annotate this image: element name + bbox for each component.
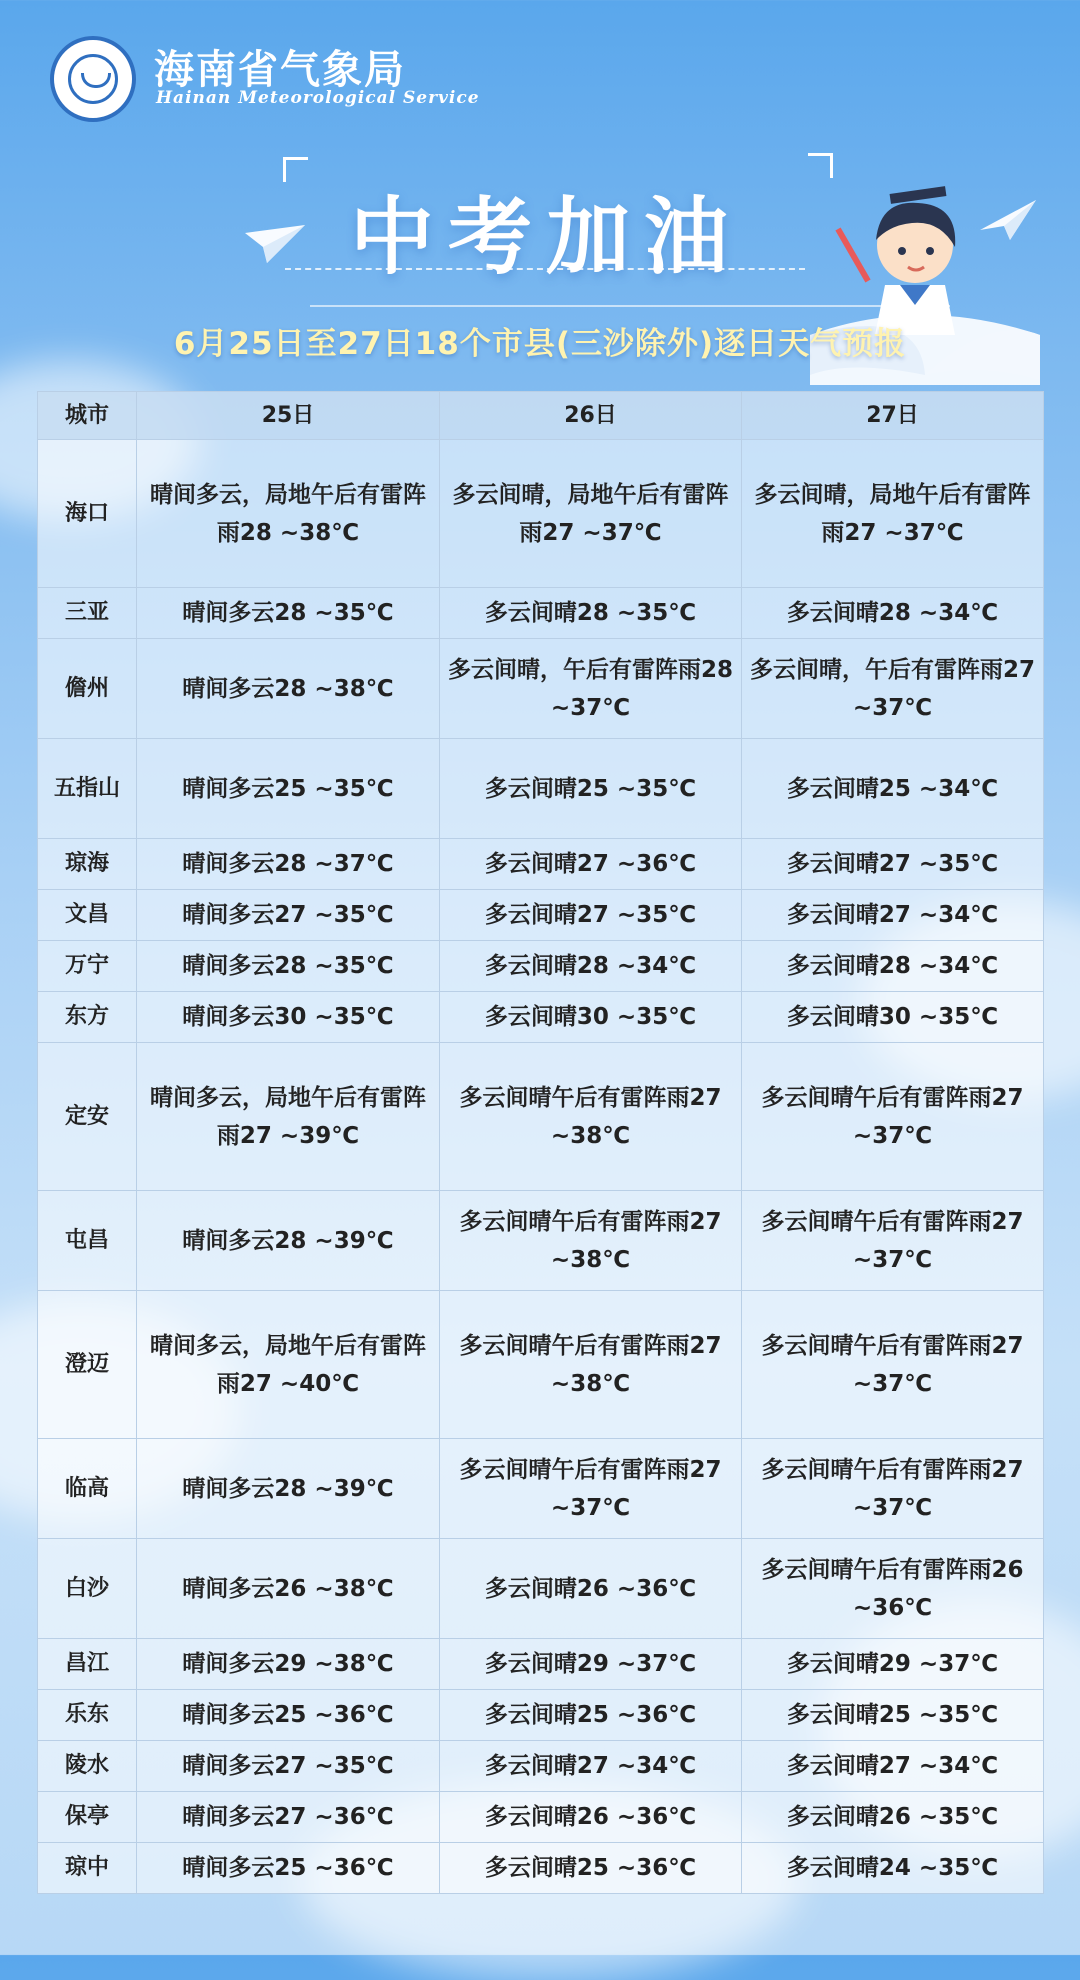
forecast-cell-day25: 晴间多云28 ~37℃ [137, 839, 440, 890]
forecast-cell-day26: 多云间晴27 ~35℃ [440, 890, 742, 941]
table-row [38, 941, 1044, 992]
forecast-cell-day27: 多云间晴30 ~35℃ [742, 992, 1044, 1043]
forecast-cell-day26: 多云间晴30 ~35℃ [440, 992, 742, 1043]
title-divider [285, 268, 805, 270]
forecast-cell-day27: 多云间晴，局地午后有雷阵雨27 ~37℃ [742, 440, 1044, 588]
title-bracket-right [808, 153, 833, 178]
column-header-city: 城市 [38, 392, 137, 440]
table-row [38, 440, 1044, 588]
forecast-cell-day27: 多云间晴26 ~35℃ [742, 1792, 1044, 1843]
forecast-cell-day27: 多云间晴25 ~34℃ [742, 739, 1044, 839]
forecast-cell-day25: 晴间多云30 ~35℃ [137, 992, 440, 1043]
forecast-cell-day27: 多云间晴27 ~35℃ [742, 839, 1044, 890]
city-cell: 五指山 [38, 739, 137, 839]
city-cell: 琼中 [38, 1843, 137, 1894]
city-cell: 屯昌 [38, 1191, 137, 1291]
forecast-cell-day27: 多云间晴27 ~34℃ [742, 1741, 1044, 1792]
city-cell: 文昌 [38, 890, 137, 941]
city-cell: 琼海 [38, 839, 137, 890]
forecast-cell-day26: 多云间晴25 ~36℃ [440, 1690, 742, 1741]
forecast-cell-day25: 晴间多云，局地午后有雷阵雨28 ~38℃ [137, 440, 440, 588]
forecast-cell-day26: 多云间晴午后有雷阵雨27 ~38℃ [440, 1291, 742, 1439]
forecast-cell-day27: 多云间晴25 ~35℃ [742, 1690, 1044, 1741]
forecast-cell-day27: 多云间晴午后有雷阵雨27 ~37℃ [742, 1439, 1044, 1539]
forecast-cell-day26: 多云间晴28 ~35℃ [440, 588, 742, 639]
forecast-cell-day27: 多云间晴24 ~35℃ [742, 1843, 1044, 1894]
table-row [38, 1043, 1044, 1191]
city-cell: 海口 [38, 440, 137, 588]
forecast-cell-day27: 多云间晴午后有雷阵雨27 ~37℃ [742, 1191, 1044, 1291]
forecast-cell-day27: 多云间晴28 ~34℃ [742, 941, 1044, 992]
column-header-day26: 26日 [440, 392, 742, 440]
forecast-cell-day25: 晴间多云27 ~35℃ [137, 890, 440, 941]
forecast-cell-day27: 多云间晴27 ~34℃ [742, 890, 1044, 941]
forecast-cell-day25: 晴间多云29 ~38℃ [137, 1639, 440, 1690]
forecast-cell-day26: 多云间晴午后有雷阵雨27 ~38℃ [440, 1191, 742, 1291]
meteorological-logo-icon [50, 36, 136, 122]
forecast-cell-day26: 多云间晴午后有雷阵雨27 ~37℃ [440, 1439, 742, 1539]
table-row [38, 1439, 1044, 1539]
subtitle-divider [310, 305, 950, 307]
city-cell: 昌江 [38, 1639, 137, 1690]
city-cell: 万宁 [38, 941, 137, 992]
forecast-cell-day25: 晴间多云28 ~39℃ [137, 1191, 440, 1291]
forecast-cell-day26: 多云间晴26 ~36℃ [440, 1792, 742, 1843]
forecast-cell-day26: 多云间晴28 ~34℃ [440, 941, 742, 992]
forecast-cell-day25: 晴间多云25 ~36℃ [137, 1690, 440, 1741]
forecast-cell-day27: 多云间晴午后有雷阵雨27 ~37℃ [742, 1043, 1044, 1191]
table-row [38, 588, 1044, 639]
city-cell: 澄迈 [38, 1291, 137, 1439]
city-cell: 东方 [38, 992, 137, 1043]
forecast-cell-day26: 多云间晴25 ~36℃ [440, 1843, 742, 1894]
forecast-cell-day26: 多云间晴29 ~37℃ [440, 1639, 742, 1690]
forecast-cell-day25: 晴间多云28 ~39℃ [137, 1439, 440, 1539]
city-cell: 儋州 [38, 639, 137, 739]
forecast-cell-day26: 多云间晴午后有雷阵雨27 ~38℃ [440, 1043, 742, 1191]
city-cell: 陵水 [38, 1741, 137, 1792]
forecast-cell-day25: 晴间多云28 ~38℃ [137, 639, 440, 739]
table-header-row [38, 392, 1044, 440]
table-row [38, 1843, 1044, 1894]
city-cell: 白沙 [38, 1539, 137, 1639]
table-row [38, 890, 1044, 941]
table-row [38, 1639, 1044, 1690]
forecast-cell-day26: 多云间晴，午后有雷阵雨28 ~37℃ [440, 639, 742, 739]
forecast-cell-day25: 晴间多云25 ~35℃ [137, 739, 440, 839]
city-cell: 三亚 [38, 588, 137, 639]
forecast-cell-day25: 晴间多云，局地午后有雷阵雨27 ~39℃ [137, 1043, 440, 1191]
table-row [38, 839, 1044, 890]
table-row [38, 1792, 1044, 1843]
table-row [38, 1539, 1044, 1639]
table-row [38, 1690, 1044, 1741]
forecast-cell-day27: 多云间晴29 ~37℃ [742, 1639, 1044, 1690]
table-row [38, 992, 1044, 1043]
forecast-cell-day25: 晴间多云，局地午后有雷阵雨27 ~40℃ [137, 1291, 440, 1439]
forecast-cell-day25: 晴间多云26 ~38℃ [137, 1539, 440, 1639]
city-cell: 保亭 [38, 1792, 137, 1843]
forecast-cell-day26: 多云间晴25 ~35℃ [440, 739, 742, 839]
table-row [38, 739, 1044, 839]
forecast-cell-day26: 多云间晴27 ~36℃ [440, 839, 742, 890]
forecast-cell-day27: 多云间晴28 ~34℃ [742, 588, 1044, 639]
forecast-cell-day25: 晴间多云25 ~36℃ [137, 1843, 440, 1894]
forecast-table [37, 391, 1044, 1894]
forecast-cell-day25: 晴间多云28 ~35℃ [137, 588, 440, 639]
table-row [38, 1291, 1044, 1439]
table-row [38, 1191, 1044, 1291]
city-cell: 乐东 [38, 1690, 137, 1741]
title-bracket-left [283, 157, 308, 182]
city-cell: 临高 [38, 1439, 137, 1539]
org-name-en: Hainan Meteorological Service [156, 88, 480, 108]
page-title: 中考加油 [350, 188, 743, 286]
forecast-cell-day27: 多云间晴午后有雷阵雨27 ~37℃ [742, 1291, 1044, 1439]
page-subtitle: 6月25日至27日18个市县(三沙除外)逐日天气预报 [173, 326, 907, 362]
forecast-cell-day25: 晴间多云27 ~36℃ [137, 1792, 440, 1843]
org-name-cn: 海南省气象局 [154, 47, 406, 93]
forecast-cell-day26: 多云间晴，局地午后有雷阵雨27 ~37℃ [440, 440, 742, 588]
forecast-cell-day27: 多云间晴午后有雷阵雨26 ~36℃ [742, 1539, 1044, 1639]
forecast-cell-day27: 多云间晴，午后有雷阵雨27 ~37℃ [742, 639, 1044, 739]
table-row [38, 1741, 1044, 1792]
forecast-cell-day26: 多云间晴26 ~36℃ [440, 1539, 742, 1639]
forecast-cell-day25: 晴间多云28 ~35℃ [137, 941, 440, 992]
forecast-cell-day26: 多云间晴27 ~34℃ [440, 1741, 742, 1792]
forecast-cell-day25: 晴间多云27 ~35℃ [137, 1741, 440, 1792]
column-header-day25: 25日 [137, 392, 440, 440]
column-header-day27: 27日 [742, 392, 1044, 440]
city-cell: 定安 [38, 1043, 137, 1191]
paper-plane-icon [245, 225, 305, 265]
table-row [38, 639, 1044, 739]
